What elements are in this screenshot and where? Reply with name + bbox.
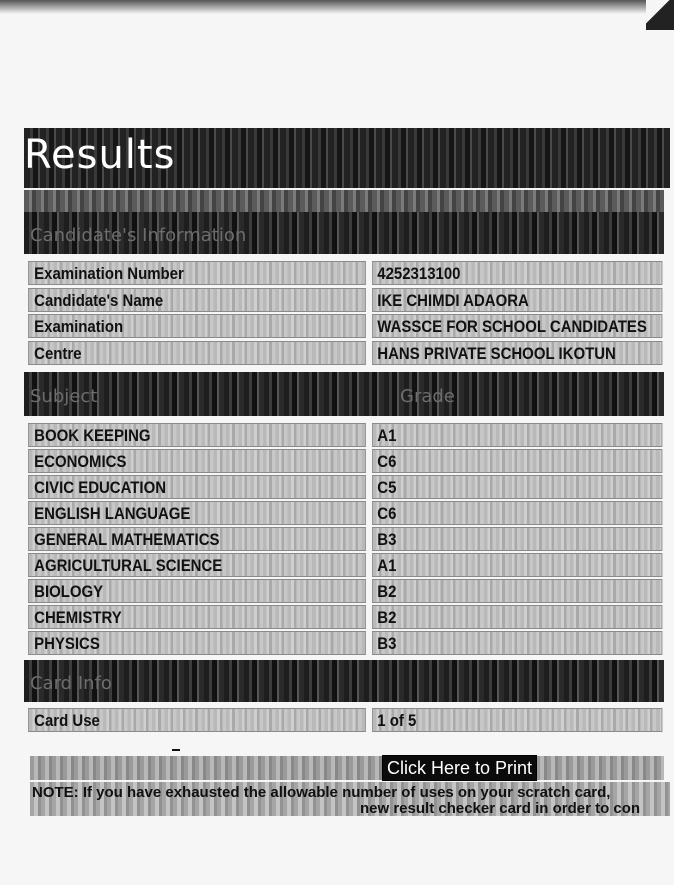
card-section-label: Card Info bbox=[30, 673, 112, 694]
subject-section-label: Subject bbox=[30, 386, 98, 407]
candidate-info-row-label: Candidate's Name bbox=[28, 288, 366, 312]
subject-grade-row-label: ECONOMICS bbox=[28, 449, 366, 473]
subject-grade-row-label: GENERAL MATHEMATICS bbox=[28, 527, 366, 551]
subject-grade-row-label: CHEMISTRY bbox=[28, 605, 366, 629]
candidate-info-row-value: WASSCE FOR SCHOOL CANDIDATES bbox=[372, 314, 662, 338]
card-section-header bbox=[24, 660, 664, 702]
subject-grade-row-value: C5 bbox=[372, 475, 662, 499]
subject-grade-row-label: ENGLISH LANGUAGE bbox=[28, 501, 366, 525]
card-use-label: Card Use bbox=[28, 708, 366, 732]
print-button[interactable]: Click Here to Print bbox=[382, 755, 537, 781]
candidate-info-row-value: HANS PRIVATE SCHOOL IKOTUN bbox=[372, 341, 662, 365]
subject-grade-row bbox=[28, 501, 662, 525]
note-box bbox=[30, 782, 670, 816]
subject-grade-row-value: B2 bbox=[372, 605, 662, 629]
candidate-info-row-label: Examination Number bbox=[28, 261, 366, 285]
subject-grade-row bbox=[28, 579, 662, 603]
subject-grade-row-label: PHYSICS bbox=[28, 631, 366, 655]
subject-grade-row-value: A1 bbox=[372, 423, 662, 447]
subject-grade-row-label: BOOK KEEPING bbox=[28, 423, 366, 447]
candidate-info-row-label: Examination bbox=[28, 314, 366, 338]
grade-section-label: Grade bbox=[400, 386, 455, 407]
candidate-info-row-label: Centre bbox=[28, 341, 366, 365]
subject-grade-row-label: AGRICULTURAL SCIENCE bbox=[28, 553, 366, 577]
page-title: Results bbox=[24, 132, 176, 178]
candidate-section-label: Candidate's Information bbox=[30, 225, 247, 246]
header-separator bbox=[24, 190, 664, 212]
candidate-info-row bbox=[28, 314, 662, 338]
subject-grade-row-value: B3 bbox=[372, 527, 662, 551]
subject-grade-row-label: CIVIC EDUCATION bbox=[28, 475, 366, 499]
subject-grade-row-value: C6 bbox=[372, 449, 662, 473]
subject-grade-row bbox=[28, 527, 662, 551]
candidate-info-row-value: IKE CHIMDI ADAORA bbox=[372, 288, 662, 312]
page-top-shadow bbox=[0, 0, 674, 14]
subject-grade-row bbox=[28, 631, 662, 655]
print-bar bbox=[30, 756, 664, 780]
subject-grade-row bbox=[28, 449, 662, 473]
candidate-info-row bbox=[28, 288, 662, 312]
note-line-2: new result checker card in order to con bbox=[360, 800, 641, 816]
subject-grade-row-label: BIOLOGY bbox=[28, 579, 366, 603]
candidate-info-row-value: 4252313100 bbox=[372, 261, 662, 285]
subject-grade-row-value: A1 bbox=[372, 553, 662, 577]
subject-grade-row bbox=[28, 553, 662, 577]
candidate-info-row bbox=[28, 341, 662, 365]
subject-section-header bbox=[24, 372, 664, 416]
subject-grade-row bbox=[28, 475, 662, 499]
candidate-info-row bbox=[28, 261, 662, 285]
subject-grade-row bbox=[28, 423, 662, 447]
subject-grade-row-value: B3 bbox=[372, 631, 662, 655]
card-use-row bbox=[28, 708, 662, 732]
subject-grade-row bbox=[28, 605, 662, 629]
page-corner bbox=[646, 0, 674, 30]
subject-grade-row-value: B2 bbox=[372, 579, 662, 603]
card-use-value: 1 of 5 bbox=[372, 708, 662, 732]
subject-grade-row-value: C6 bbox=[372, 501, 662, 525]
note-line-1: NOTE: If you have exhausted the allowable number of uses on your scratch card, bbox=[32, 784, 611, 801]
divider-mark bbox=[172, 749, 180, 751]
